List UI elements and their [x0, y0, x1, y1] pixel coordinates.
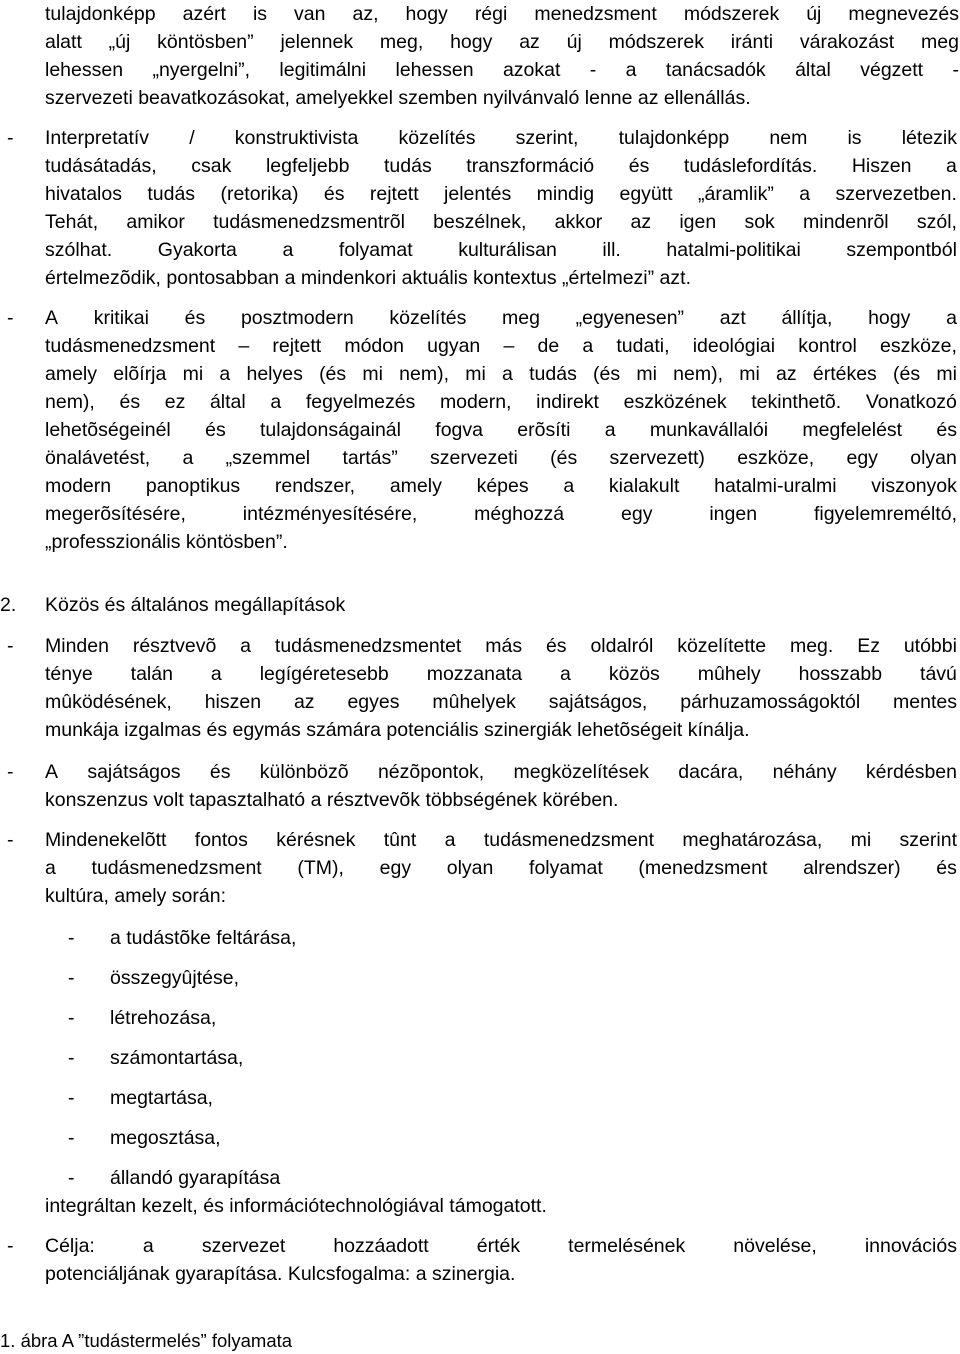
word: nem: [769, 127, 808, 149]
section-number: 2.: [0, 594, 17, 616]
word: -: [589, 59, 597, 81]
word: –: [503, 335, 515, 357]
list-item-text: megtartása,: [110, 1087, 213, 1109]
word: mi: [182, 363, 204, 385]
word: tudásátadás,: [45, 155, 157, 177]
word: A: [45, 307, 59, 329]
word: tudásmenedzsment: [483, 829, 655, 851]
word: (és: [893, 363, 921, 385]
text-line: „professzionális köntösben”.: [45, 531, 288, 553]
word: kérésnek: [276, 829, 356, 851]
word: közelítés: [398, 127, 476, 149]
list-item-text: a tudástõke feltárása,: [110, 927, 297, 949]
word: egy: [846, 447, 878, 469]
word: lehetõségeinél: [45, 419, 171, 441]
word: folyamat: [338, 239, 413, 261]
word: oldalról: [590, 635, 654, 657]
word: mindig: [536, 183, 595, 205]
word: amikor: [126, 211, 185, 233]
word: közelítette: [677, 635, 767, 657]
word: az: [630, 211, 652, 233]
word: termelésének: [568, 1235, 686, 1257]
word: méghozzá: [474, 503, 565, 525]
text-line: potenciáljának gyarapítása. Kulcsfogalma: a szinergia.: [45, 1263, 516, 1285]
word: közös: [608, 663, 660, 685]
word: tulajdonságainál: [260, 419, 401, 441]
word: és: [205, 419, 226, 441]
word: lehessen: [45, 59, 124, 81]
word: munkavállalói: [649, 419, 769, 441]
definition-paragraph: [0, 826, 958, 910]
word: tudás: [147, 183, 196, 205]
intro-paragraph: [45, 0, 959, 112]
closing-line: integráltan kezelt, és információtechnológiával támogatott.: [45, 1195, 547, 1217]
word: A: [45, 761, 59, 783]
word: Interpretatív: [45, 127, 150, 149]
word: sajátságos: [87, 761, 181, 783]
word: kulturálisan: [458, 239, 557, 261]
word: rejtett: [369, 183, 419, 205]
list-dash: -: [7, 829, 14, 851]
word: mûködésének,: [45, 691, 172, 713]
word: az: [519, 31, 540, 53]
word: fogva: [435, 419, 483, 441]
word: tûnt: [383, 829, 417, 851]
word: a: [444, 829, 456, 851]
word: –: [238, 335, 250, 357]
word: különbözõ: [259, 761, 349, 783]
word: Vonatkozó: [865, 391, 957, 413]
word: amely: [389, 475, 442, 497]
word: ingen: [709, 503, 758, 525]
word: nem),: [45, 391, 95, 413]
word: mi: [362, 363, 383, 385]
word: kialakult: [608, 475, 680, 497]
word: megközelítések: [513, 761, 649, 783]
text-line: értelmezõdik, pontosabban a mindenkori aktuális kontextus „értelmezi” azt.: [45, 267, 691, 289]
word: alrendszer): [803, 857, 901, 879]
word: kontrol: [798, 335, 857, 357]
word: legígéretesebb: [259, 663, 389, 685]
list-item-text: létrehozása,: [110, 1007, 217, 1029]
list-dash: -: [68, 1167, 75, 1189]
word: fontos: [194, 829, 248, 851]
word: megfelelést: [802, 419, 903, 441]
word: hosszabb: [798, 663, 883, 685]
word: eszközének: [623, 391, 727, 413]
word: egy: [379, 857, 412, 879]
text-line: [45, 688, 957, 716]
word: nem),: [673, 363, 724, 385]
word: olyan: [446, 857, 494, 879]
word: más: [485, 635, 523, 657]
word: fegyelmezés: [305, 391, 416, 413]
critical-paragraph: [0, 304, 958, 556]
word: rejtett: [272, 335, 322, 357]
list-dash: -: [7, 761, 14, 783]
word: képes: [476, 475, 529, 497]
word: hogy: [450, 31, 493, 53]
list-dash: -: [7, 635, 14, 657]
word: is: [847, 127, 862, 149]
text-line: [45, 152, 957, 180]
word: (és: [593, 363, 621, 385]
word: mûhely: [697, 663, 761, 685]
word: ugyan: [427, 335, 481, 357]
word: eszköze,: [879, 335, 957, 357]
word: és: [184, 307, 206, 329]
word: és: [323, 183, 345, 205]
word: szerint,: [515, 127, 579, 149]
word: szervezet: [201, 1235, 286, 1257]
word: Célja:: [45, 1235, 95, 1257]
goal-paragraph: [0, 1232, 958, 1288]
word: szerint: [899, 829, 957, 851]
word: elõírja: [113, 363, 167, 385]
word: legfeljebb: [265, 155, 350, 177]
word: a: [563, 475, 575, 497]
word: növelése,: [733, 1235, 817, 1257]
word: innovációs: [864, 1235, 957, 1257]
word: megerõsítésére,: [45, 503, 186, 525]
word: indirekt: [536, 391, 599, 413]
word: ténye: [45, 663, 93, 685]
word: meg: [921, 31, 959, 53]
word: és: [936, 419, 957, 441]
word: hatalmi-politikai: [666, 239, 801, 261]
word: ideológiai: [692, 335, 776, 357]
word: legitimálni: [279, 59, 367, 81]
word: talán: [130, 663, 173, 685]
consensus-paragraph: [0, 758, 958, 814]
word: szervezeti: [430, 447, 518, 469]
word: a: [45, 857, 56, 879]
interpretative-paragraph: [0, 124, 958, 292]
list-dash: -: [68, 1087, 75, 1109]
word: csak: [191, 155, 232, 177]
word: „szemmel: [225, 447, 311, 469]
word: viszonyok: [871, 475, 957, 497]
word: a: [560, 663, 571, 685]
list-dash: -: [68, 1007, 75, 1029]
word: Gyakorta: [157, 239, 237, 261]
word: olyan: [910, 447, 957, 469]
word: a: [946, 307, 957, 329]
figure-caption: 1. ábra A ”tudástermelés” folyamata: [0, 1330, 293, 1351]
word: transzformáció: [466, 155, 595, 177]
text-line: [45, 500, 957, 528]
word: azért: [182, 3, 226, 25]
word: megnevezés: [848, 3, 959, 25]
word: intézményesítésére,: [242, 503, 418, 525]
word: helyes: [246, 363, 303, 385]
word: meghatározása,: [682, 829, 823, 851]
word: a: [240, 635, 252, 657]
word: közelítés: [389, 307, 467, 329]
word: és: [209, 761, 231, 783]
list-dash: -: [68, 1127, 75, 1149]
word: a: [210, 663, 222, 685]
participants-paragraph: [0, 632, 958, 744]
text-line: [45, 124, 957, 152]
word: az,: [352, 3, 379, 25]
word: érték: [476, 1235, 521, 1257]
word: -: [952, 59, 959, 81]
word: van: [294, 3, 326, 25]
word: menedzsment: [534, 3, 657, 25]
word: módszerek: [683, 3, 780, 25]
word: jelentés: [444, 183, 512, 205]
word: szólhat.: [45, 239, 113, 261]
word: meg,: [379, 31, 424, 53]
word: (retorika): [220, 183, 299, 205]
word: mi: [739, 363, 760, 385]
word: (és: [550, 447, 578, 469]
word: konstruktivista: [234, 127, 359, 149]
word: Mindenekelõtt: [45, 829, 167, 851]
word: a: [282, 239, 294, 261]
list-item-text: megosztása,: [110, 1127, 221, 1149]
word: rendszer,: [274, 475, 356, 497]
word: „áramlik”: [698, 183, 774, 205]
word: szervezett): [609, 447, 705, 469]
word: kritikai: [93, 307, 149, 329]
word: tulajdonképp: [618, 127, 730, 149]
word: panoptikus: [145, 475, 241, 497]
text-line: [45, 444, 957, 472]
text-line: [45, 56, 959, 84]
word: amely: [45, 363, 98, 385]
word: együtt: [619, 183, 673, 205]
text-line: konszenzus volt tapasztalható a résztvevõk többségének körében.: [45, 789, 619, 811]
word: nem),: [399, 363, 450, 385]
word: ez: [164, 391, 186, 413]
word: tudás: [529, 363, 577, 385]
word: de: [537, 335, 560, 357]
word: tanácsadók: [665, 59, 766, 81]
text-line: [45, 472, 957, 500]
word: eszköze,: [737, 447, 815, 469]
word: hiszen: [204, 691, 262, 713]
word: hogy: [405, 3, 448, 25]
word: hogy: [868, 307, 911, 329]
word: szervezetben.: [835, 183, 957, 205]
word: párhuzamosságoktól: [680, 691, 861, 713]
word: figyelemreméltó,: [813, 503, 957, 525]
section-title: Közös és általános megállapítások: [45, 594, 346, 616]
word: erõsíti: [517, 419, 571, 441]
text-line: [45, 632, 957, 660]
text-line: [45, 826, 957, 854]
knowledge-process-list: [0, 924, 600, 1204]
word: és: [119, 391, 141, 413]
word: szempontból: [846, 239, 957, 261]
word: sok: [744, 211, 775, 233]
word: a: [625, 59, 637, 81]
text-line: [45, 236, 957, 264]
word: (TM),: [297, 857, 344, 879]
word: által: [795, 59, 831, 81]
word: létezik: [901, 127, 957, 149]
word: által: [209, 391, 246, 413]
list-dash: -: [7, 1235, 14, 1257]
word: és: [628, 155, 650, 177]
word: azokat: [502, 59, 561, 81]
list-item-text: számontartása,: [110, 1047, 244, 1069]
word: egyes: [347, 691, 400, 713]
text-line: [45, 660, 957, 688]
word: dacára,: [678, 761, 744, 783]
word: meg: [502, 307, 540, 329]
word: kérdésben: [865, 761, 957, 783]
word: a: [502, 363, 513, 385]
word: ill.: [602, 239, 621, 261]
word: alatt: [45, 31, 82, 53]
word: és: [545, 635, 567, 657]
word: Ez: [857, 635, 880, 657]
word: utóbbi: [903, 635, 957, 657]
word: végzett: [860, 59, 924, 81]
text-line: szervezeti beavatkozásokat, amelyekkel szemben nyilvánvaló lenne az ellenállás.: [45, 87, 751, 109]
word: mozzanata: [426, 663, 523, 685]
word: tudás: [384, 155, 432, 177]
word: tudásmenedzsment: [91, 857, 262, 879]
word: „egyenesen”: [575, 307, 685, 329]
text-line: [45, 1232, 957, 1260]
word: tudáslefordítás.: [683, 155, 818, 177]
word: mi: [936, 363, 957, 385]
word: akkor: [554, 211, 603, 233]
word: mûhelyek: [432, 691, 516, 713]
text-line: [45, 854, 957, 882]
word: értékes: [812, 363, 877, 385]
word: (menedzsment: [638, 857, 768, 879]
word: hatalmi-uralmi: [714, 475, 837, 497]
word: tudásmenedzsmentrõl: [213, 211, 405, 233]
text-line: [45, 180, 957, 208]
word: /: [189, 127, 195, 149]
text-line: [45, 388, 957, 416]
list-dash: -: [68, 927, 75, 949]
word: a: [270, 391, 282, 413]
word: a: [946, 155, 957, 177]
word: várakozást: [799, 31, 895, 53]
word: tekinthetõ.: [751, 391, 842, 413]
word: a: [799, 183, 811, 205]
word: sajátságos,: [548, 691, 648, 713]
text-line: [45, 304, 957, 332]
word: tudati,: [616, 335, 670, 357]
word: mi: [636, 363, 657, 385]
word: modern: [45, 475, 112, 497]
word: „új: [108, 31, 131, 53]
word: hozzáadott: [333, 1235, 429, 1257]
word: folyamat: [529, 857, 603, 879]
word: és: [936, 857, 957, 879]
word: beszélnek,: [433, 211, 527, 233]
word: tudásmenedzsmentet: [274, 635, 462, 657]
word: mentes: [893, 691, 957, 713]
text-line: [45, 28, 959, 56]
word: köntösben”: [157, 31, 254, 53]
word: igen: [679, 211, 717, 233]
word: posztmodern: [240, 307, 354, 329]
text-line: [45, 332, 957, 360]
word: szól,: [916, 211, 957, 233]
list-dash: -: [7, 307, 14, 329]
word: Minden: [45, 635, 109, 657]
word: tartás”: [342, 447, 398, 469]
word: Hiszen: [851, 155, 912, 177]
word: lehessen: [395, 59, 474, 81]
word: „nyergelni”,: [152, 59, 250, 81]
word: új: [806, 3, 822, 25]
word: módszerek: [608, 31, 704, 53]
word: tulajdonképp: [45, 3, 156, 25]
text-line: kultúra, amely során:: [45, 885, 226, 907]
word: régi: [474, 3, 508, 25]
word: önalávetést,: [45, 447, 151, 469]
text-line: [45, 360, 957, 388]
word: a: [219, 363, 231, 385]
list-dash: -: [7, 127, 14, 149]
word: az: [293, 691, 315, 713]
text-line: [45, 0, 959, 28]
word: iránti: [730, 31, 774, 53]
word: a: [182, 447, 194, 469]
word: azt: [719, 307, 746, 329]
word: a: [582, 335, 594, 357]
word: is: [252, 3, 268, 25]
word: modern,: [439, 391, 512, 413]
word: mi: [850, 829, 872, 851]
word: Tehát,: [45, 211, 99, 233]
word: állítja,: [781, 307, 833, 329]
word: nézõpontok,: [377, 761, 485, 783]
word: egy: [621, 503, 653, 525]
word: a: [142, 1235, 154, 1257]
list-item-text: összegyûjtése,: [110, 967, 239, 989]
text-line: [45, 416, 957, 444]
text-line: munkája izgalmas és egymás számára potenciális szinergiák lehetõségeit kínálja.: [45, 719, 750, 741]
word: a: [604, 419, 616, 441]
list-dash: -: [68, 1047, 75, 1069]
word: hivatalos: [45, 183, 122, 205]
word: távú: [920, 663, 957, 685]
word: (és: [319, 363, 347, 385]
word: résztvevõ: [132, 635, 217, 657]
word: néhány: [772, 761, 837, 783]
text-line: [45, 208, 957, 236]
word: jelennek: [280, 31, 354, 53]
word: módon: [344, 335, 404, 357]
word: az: [776, 363, 797, 385]
word: meg.: [789, 635, 834, 657]
word: mindenrõl: [803, 211, 889, 233]
word: tudásmenedzsment: [45, 335, 216, 357]
list-dash: -: [68, 967, 75, 989]
word: mi: [465, 363, 486, 385]
list-item-text: állandó gyarapítása: [110, 1167, 281, 1189]
text-line: [45, 758, 957, 786]
word: új: [566, 31, 582, 53]
